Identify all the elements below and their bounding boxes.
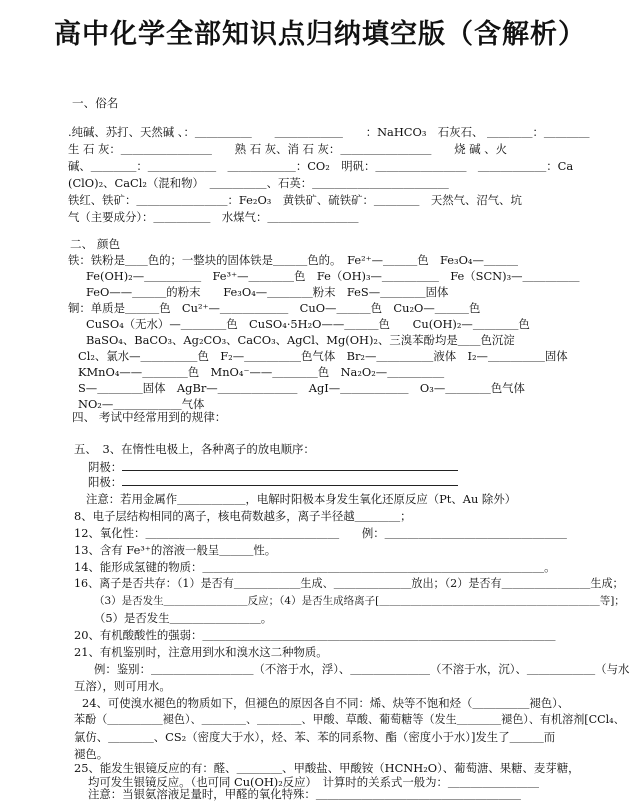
text-line: 铁红、铁矿：＿＿＿＿＿＿＿＿：Fe₂O₃ 黄铁矿、硫铁矿：＿＿＿＿ 天然气、沼气、坑 <box>68 193 522 207</box>
text-line: 互溶），则可用水。 <box>74 679 171 693</box>
text-line: 气（主要成分）：＿＿＿＿＿ 水煤气：＿＿＿＿＿＿＿＿ <box>68 210 359 224</box>
text-line: BaSO₄、BaCO₃、Ag₂CO₃、CaCO₃、AgCl、Mg(OH)₂、三溴苯酚均是＿＿色沉淀 <box>86 333 515 347</box>
text-line: NO₂—＿＿＿＿＿＿气体 <box>78 397 205 411</box>
text-line: S—＿＿＿＿固体 AgBr—＿＿＿＿＿＿＿ AgI—＿＿＿＿＿＿ O₃—＿＿＿＿色气体 <box>78 381 525 395</box>
text-line: .纯碱、苏打、天然碱 、：＿＿＿＿＿ ＿＿＿＿＿＿ ：NaHCO₃ 石灰石、 ＿＿＿＿：＿＿＿＿ <box>68 125 590 139</box>
text-line: 碱、＿＿＿＿：＿＿＿＿＿＿ ＿＿＿＿＿＿：CO₂ 明矾：＿＿＿＿＿＿＿＿ ＿＿＿＿＿＿：Ca <box>68 159 574 173</box>
text-line: 均可发生银镜反应。（也可同 Cu(OH)₂反应） 计算时的关系式一般为：＿＿＿＿＿＿＿＿ <box>88 775 540 789</box>
text-line: 13、含有 Fe³⁺的溶液一般呈＿＿＿性。 <box>74 543 277 557</box>
text-line: CuSO₄（无水）—＿＿＿＿色 CuSO₄·5H₂O——＿＿＿色 Cu(OH)₂—＿＿＿＿色 <box>86 317 530 331</box>
section-heading-colors: 二、 颜色 <box>70 237 121 251</box>
text-line: 14、能形成氢键的物质：＿＿＿＿＿＿＿＿＿＿＿＿＿＿＿＿＿＿＿＿＿＿＿＿＿＿＿＿＿＿。 <box>74 560 556 574</box>
text-line: （3）是否发生＿＿＿＿＿＿＿＿反应；（4）是否生成络离子[＿＿＿＿＿＿＿＿＿＿＿＿＿＿＿＿＿＿＿＿＿等]； <box>94 595 625 607</box>
text-line: 20、有机酸酸性的强弱：＿＿＿＿＿＿＿＿＿＿＿＿＿＿＿＿＿＿＿＿＿＿＿＿＿＿＿＿＿＿＿ <box>74 628 556 642</box>
text-line: FeO——＿＿＿的粉末 Fe₃O₄—＿＿＿＿粉末 FeS—＿＿＿＿固体 <box>86 285 449 299</box>
text-line: Fe(OH)₂—＿＿＿＿＿ Fe³⁺—＿＿＿＿色 Fe（OH)₃—＿＿＿＿＿ Fe（SCN)₃—＿＿＿＿＿ <box>86 269 580 283</box>
section-heading-nicknames: 一、俗名 <box>72 96 119 110</box>
blank-line <box>122 470 458 471</box>
text-line: 生 石 灰：＿＿＿＿＿＿＿＿ 熟 石 灰、消 石 灰：＿＿＿＿＿＿＿＿ 烧 碱 、火 <box>68 142 508 156</box>
text-line: 铁：铁粉是＿＿色的；一整块的固体铁是＿＿＿色的。 Fe²⁺—＿＿＿色 Fe₃O₄—＿＿＿ <box>68 253 519 267</box>
text-line: KMnO₄——＿＿＿＿色 MnO₄⁻——＿＿＿＿色 Na₂O₂—＿＿＿＿＿ <box>78 365 445 379</box>
page-title: 高中化学全部知识点归纳填空版（含解析） <box>54 19 586 50</box>
text-line: 氯仿、＿＿＿＿、CS₂（密度大于水），烃、苯、苯的同系物、酯（密度小于水）]发生了＿＿＿而 <box>74 730 556 744</box>
text-line: 注意：当银氨溶液足量时，甲醛的氧化特殊：＿＿＿＿＿＿＿＿＿＿＿＿＿＿＿＿＿＿ <box>88 787 521 801</box>
text-line: （5）是否发生＿＿＿＿＿＿＿＿。 <box>94 611 273 625</box>
text-line: 12、氧化性：＿＿＿＿＿＿＿＿＿＿＿＿＿＿＿＿＿ 例：＿＿＿＿＿＿＿＿＿＿＿＿＿＿＿＿ <box>74 526 567 540</box>
blank-line <box>122 485 458 486</box>
text-line: 16、离子是否共存：（1）是否有＿＿＿＿＿＿生成、＿＿＿＿＿＿＿放出；（2）是否有＿＿＿＿＿＿＿＿生成； <box>74 577 624 590</box>
text-line: Cl₂、氯水—＿＿＿＿＿色 F₂—＿＿＿＿＿色气体 Br₂—＿＿＿＿＿液体 I₂—＿＿＿＿＿固体 <box>78 349 568 363</box>
text-line: 阴极： <box>88 460 123 474</box>
text-line: 铜：单质是＿＿＿色 Cu²⁺—＿＿＿＿＿＿ CuO—＿＿＿色 Cu₂O—＿＿＿色 <box>68 301 481 315</box>
text-line: 五、 3、在惰性电极上，各种离子的放电顺序： <box>74 442 315 456</box>
text-line: (ClO)₂、CaCl₂（混和物） ＿＿＿＿＿、石英：＿＿＿＿＿＿＿＿＿＿＿＿ <box>68 176 449 190</box>
text-line: 21、有机鉴别时，注意用到水和溴水这二种物质。 <box>74 645 328 659</box>
text-line: 24、可使溴水褪色的物质如下，但褪色的原因各自不同：烯、炔等不饱和烃（＿＿＿＿＿褪色）、 <box>82 696 570 710</box>
text-line: 褪色。 <box>74 747 109 761</box>
section-heading-rules: 四、 考试中经常用到的规律： <box>72 410 227 424</box>
text-line: 苯酚（＿＿＿＿＿褪色）、＿＿＿＿、＿＿＿＿、甲酸、草酸、葡萄糖等（发生＿＿＿＿褪色）、有机溶剂[CCl₄、 <box>74 713 625 726</box>
text-line: 阳极： <box>88 475 123 489</box>
text-line: 25、能发生银镜反应的有：醛、＿＿＿＿、甲酸盐、甲酸铵（HCNH₂O）、葡萄溏、果糖、麦芽糖， <box>74 761 580 775</box>
text-line: 例：鉴别：＿＿＿＿＿＿＿＿＿（不溶于水，浮）、＿＿＿＿＿＿＿（不溶于水，沉）、＿＿＿＿＿＿（与水 <box>94 662 630 676</box>
text-line: 注意：若用金属作＿＿＿＿＿＿，电解时阳极本身发生氧化还原反应（Pt、Au 除外） <box>86 492 517 506</box>
text-line: 8、电子层结构相同的离子，核电荷数越多，离子半径越＿＿＿＿； <box>74 509 412 523</box>
